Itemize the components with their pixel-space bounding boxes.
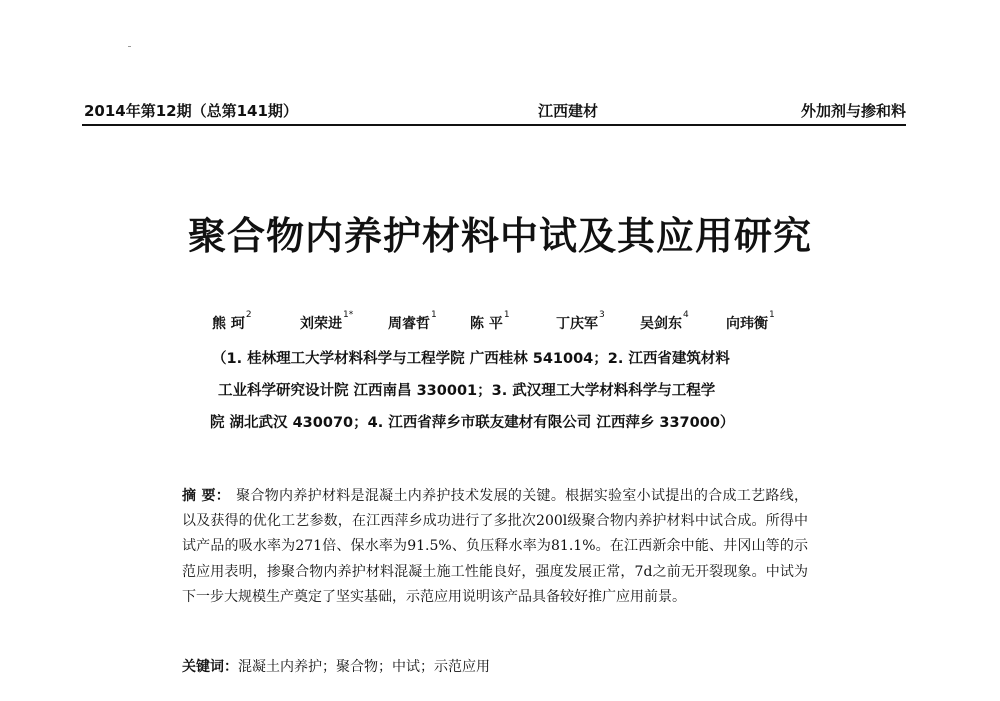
author-affil-mark: 1 xyxy=(431,310,437,320)
author-affil-mark: 4 xyxy=(683,310,689,320)
journal-name: 江西建材 xyxy=(538,102,599,120)
author-name: 吴剑东 xyxy=(640,316,682,332)
author-name: 丁庆军 xyxy=(556,316,598,332)
author-affil-mark: 1* xyxy=(343,310,354,320)
abstract-label: 摘 要： xyxy=(182,488,231,504)
issue-number: 2014年第12期（总第141期） xyxy=(84,102,298,120)
keywords xyxy=(182,656,808,676)
author-affil-mark: 1 xyxy=(769,310,775,320)
keywords-text: 混凝土内养护；聚合物；中试；示范应用 xyxy=(238,659,490,675)
author xyxy=(300,310,354,333)
author-name: 周睿哲 xyxy=(388,316,430,332)
author-name: 熊 珂 xyxy=(212,316,245,332)
author-affil-mark: 3 xyxy=(599,310,605,320)
author-name: 陈 平 xyxy=(470,316,503,332)
author-affil-mark: 1 xyxy=(503,310,510,320)
section-name: 外加剂与掺和料 xyxy=(800,102,906,120)
affiliations xyxy=(180,343,820,439)
abstract-text: 聚合物内养护材料是混凝土内养护技术发展的关键。根据实验室小试提出的合成工艺路线，以及获得的优化工艺参数，在江西萍乡成功进行了多批次200l级聚合物内养护材料中试合成。所得中试产品的吸水率为271倍、保水率为91.5%、负压释水率为81.1%。在江西新余中能、井冈山等的示范应用表明，掺聚合物内养护材料混凝土施工性能良好，强度发展正常，7d之前无开裂现象。中试为下一步大规模生产奠定了坚实基础，示范应用说明该产品具备较好推广应用前景。 xyxy=(182,488,809,605)
affiliation-line: 工业科学研究设计院 江西南昌 330001；3. 武汉理工大学材料科学与工程学 xyxy=(218,383,716,399)
keywords-label: 关键词： xyxy=(182,659,238,675)
author xyxy=(726,310,775,333)
author-affil-mark: 2 xyxy=(245,310,252,320)
abstract xyxy=(182,484,808,610)
author xyxy=(556,310,605,333)
author-name: 向玮衡 xyxy=(726,316,768,332)
running-header xyxy=(82,90,906,126)
author-name: 刘荣进 xyxy=(300,316,342,332)
affiliation-line: （1. 桂林理工大学材料科学与工程学院 广西桂林 541004；2. 江西省建筑材料 xyxy=(212,351,730,367)
author xyxy=(470,310,510,333)
author xyxy=(640,310,689,333)
affiliation-line: 院 湖北武汉 430070；4. 江西省萍乡市联友建材有限公司 江西萍乡 337000） xyxy=(210,415,735,431)
author xyxy=(212,310,252,333)
author-list xyxy=(212,310,792,337)
scan-speck xyxy=(128,46,131,47)
author xyxy=(388,310,437,333)
paper-title: 聚合物内养护材料中试及其应用研究 xyxy=(187,214,812,258)
